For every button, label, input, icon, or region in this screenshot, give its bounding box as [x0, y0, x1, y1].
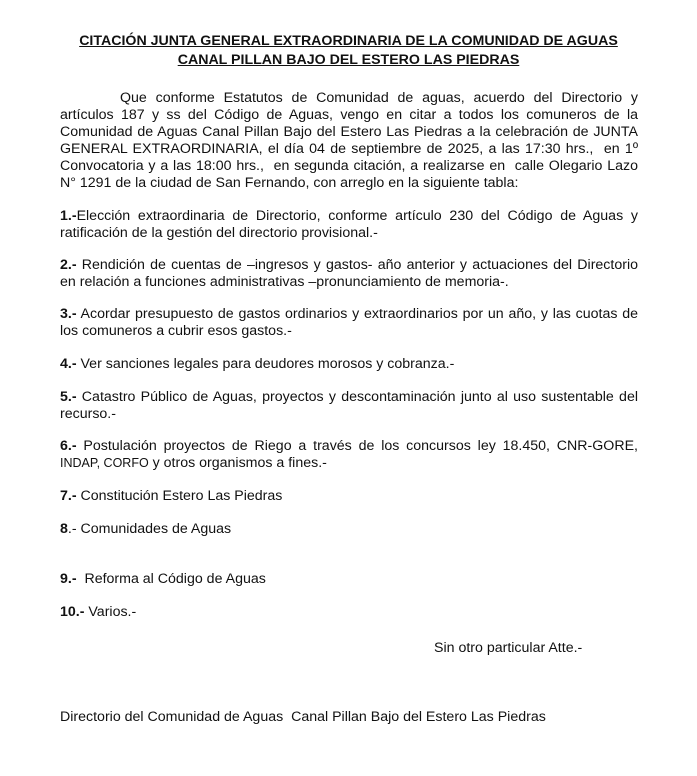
item-number: 7.-	[60, 488, 77, 504]
item-number: 5.-	[60, 389, 77, 405]
item-text-small: INDAP, CORFO	[60, 456, 149, 470]
item-number: 3.-	[60, 306, 77, 322]
document-title-line1: CITACIÓN JUNTA GENERAL EXTRAORDINARIA DE LA COMUNIDAD DE AGUAS	[79, 33, 618, 49]
item-text: Constitución Estero Las Piedras	[76, 488, 283, 504]
item-text: Reforma al Código de Aguas	[76, 571, 266, 587]
item-text-end: y otros organismos a fines.-	[148, 455, 327, 471]
item-text: Acordar presupuesto de gastos ordinarios y extraordinarios por un año, y las cuotas de los comuneros a cubrir esos gastos.-	[60, 306, 638, 339]
item-text: Rendición de cuentas de –ingresos y gastos- año anterior y actuaciones del Directorio en relación a funciones administrativas –pronunciamiento de memoria-.	[60, 257, 638, 290]
item-text: Ver sanciones legales para deudores morosos y cobranza.-	[76, 356, 455, 372]
intro-paragraph: Que conforme Estatutos de Comunidad de aguas, acuerdo del Directorio y artículos 187 y ss del Código de Aguas, vengo en citar a todos los comuneros de la Comunidad de Aguas Canal Pillan Bajo del Estero Las Piedras a la celebración de JUNTA GENERAL EXTRAORDINARIA, el día 04 de septiembre de 2025, a las 17:30 hrs., en 1º Convocatoria y a las 18:00 hrs., en segunda citación, a realizarse en calle Olegario Lazo N° 1291 de la ciudad de San Fernando, con arreglo en la siguiente tabla:	[60, 90, 642, 191]
item-number: 2.-	[60, 257, 77, 273]
item-number: 8	[60, 521, 68, 537]
signature-line: Directorio del Comunidad de Aguas Canal Pillan Bajo del Estero Las Piedras	[60, 709, 546, 725]
item-text: .- Comunidades de Aguas	[67, 521, 232, 537]
item-text: Elección extraordinaria de Directorio, conforme artículo 230 del Código de Aguas y ratificación de la gestión del directorio provisional.-	[60, 208, 638, 241]
item-text: Varios.-	[84, 604, 137, 620]
item-number: 4.-	[60, 356, 77, 372]
item-number: 9.-	[60, 571, 77, 587]
item-text: Catastro Público de Aguas, proyectos y descontaminación junto al uso sustentable del recurso.-	[60, 389, 638, 422]
agenda-item-3	[60, 306, 638, 340]
agenda-item-6	[60, 438, 638, 472]
agenda-item-7	[60, 488, 638, 505]
item-number: 10.-	[60, 604, 85, 620]
document-title-line2: CANAL PILLAN BAJO DEL ESTERO LAS PIEDRAS	[177, 52, 520, 68]
agenda-item-4	[60, 356, 638, 373]
agenda-item-9	[60, 571, 638, 588]
item-number: 1.-	[60, 208, 77, 224]
item-number: 6.-	[60, 438, 77, 454]
agenda-item-10	[60, 604, 638, 621]
agenda-item-5	[60, 389, 638, 423]
agenda-item-8	[60, 521, 638, 538]
agenda-item-1	[60, 208, 638, 242]
closing-line: Sin otro particular Atte.-	[434, 640, 583, 656]
item-text: Postulación proyectos de Riego a través de los concursos ley 18.450, CNR-GORE,	[76, 438, 638, 454]
agenda-item-2	[60, 257, 638, 291]
